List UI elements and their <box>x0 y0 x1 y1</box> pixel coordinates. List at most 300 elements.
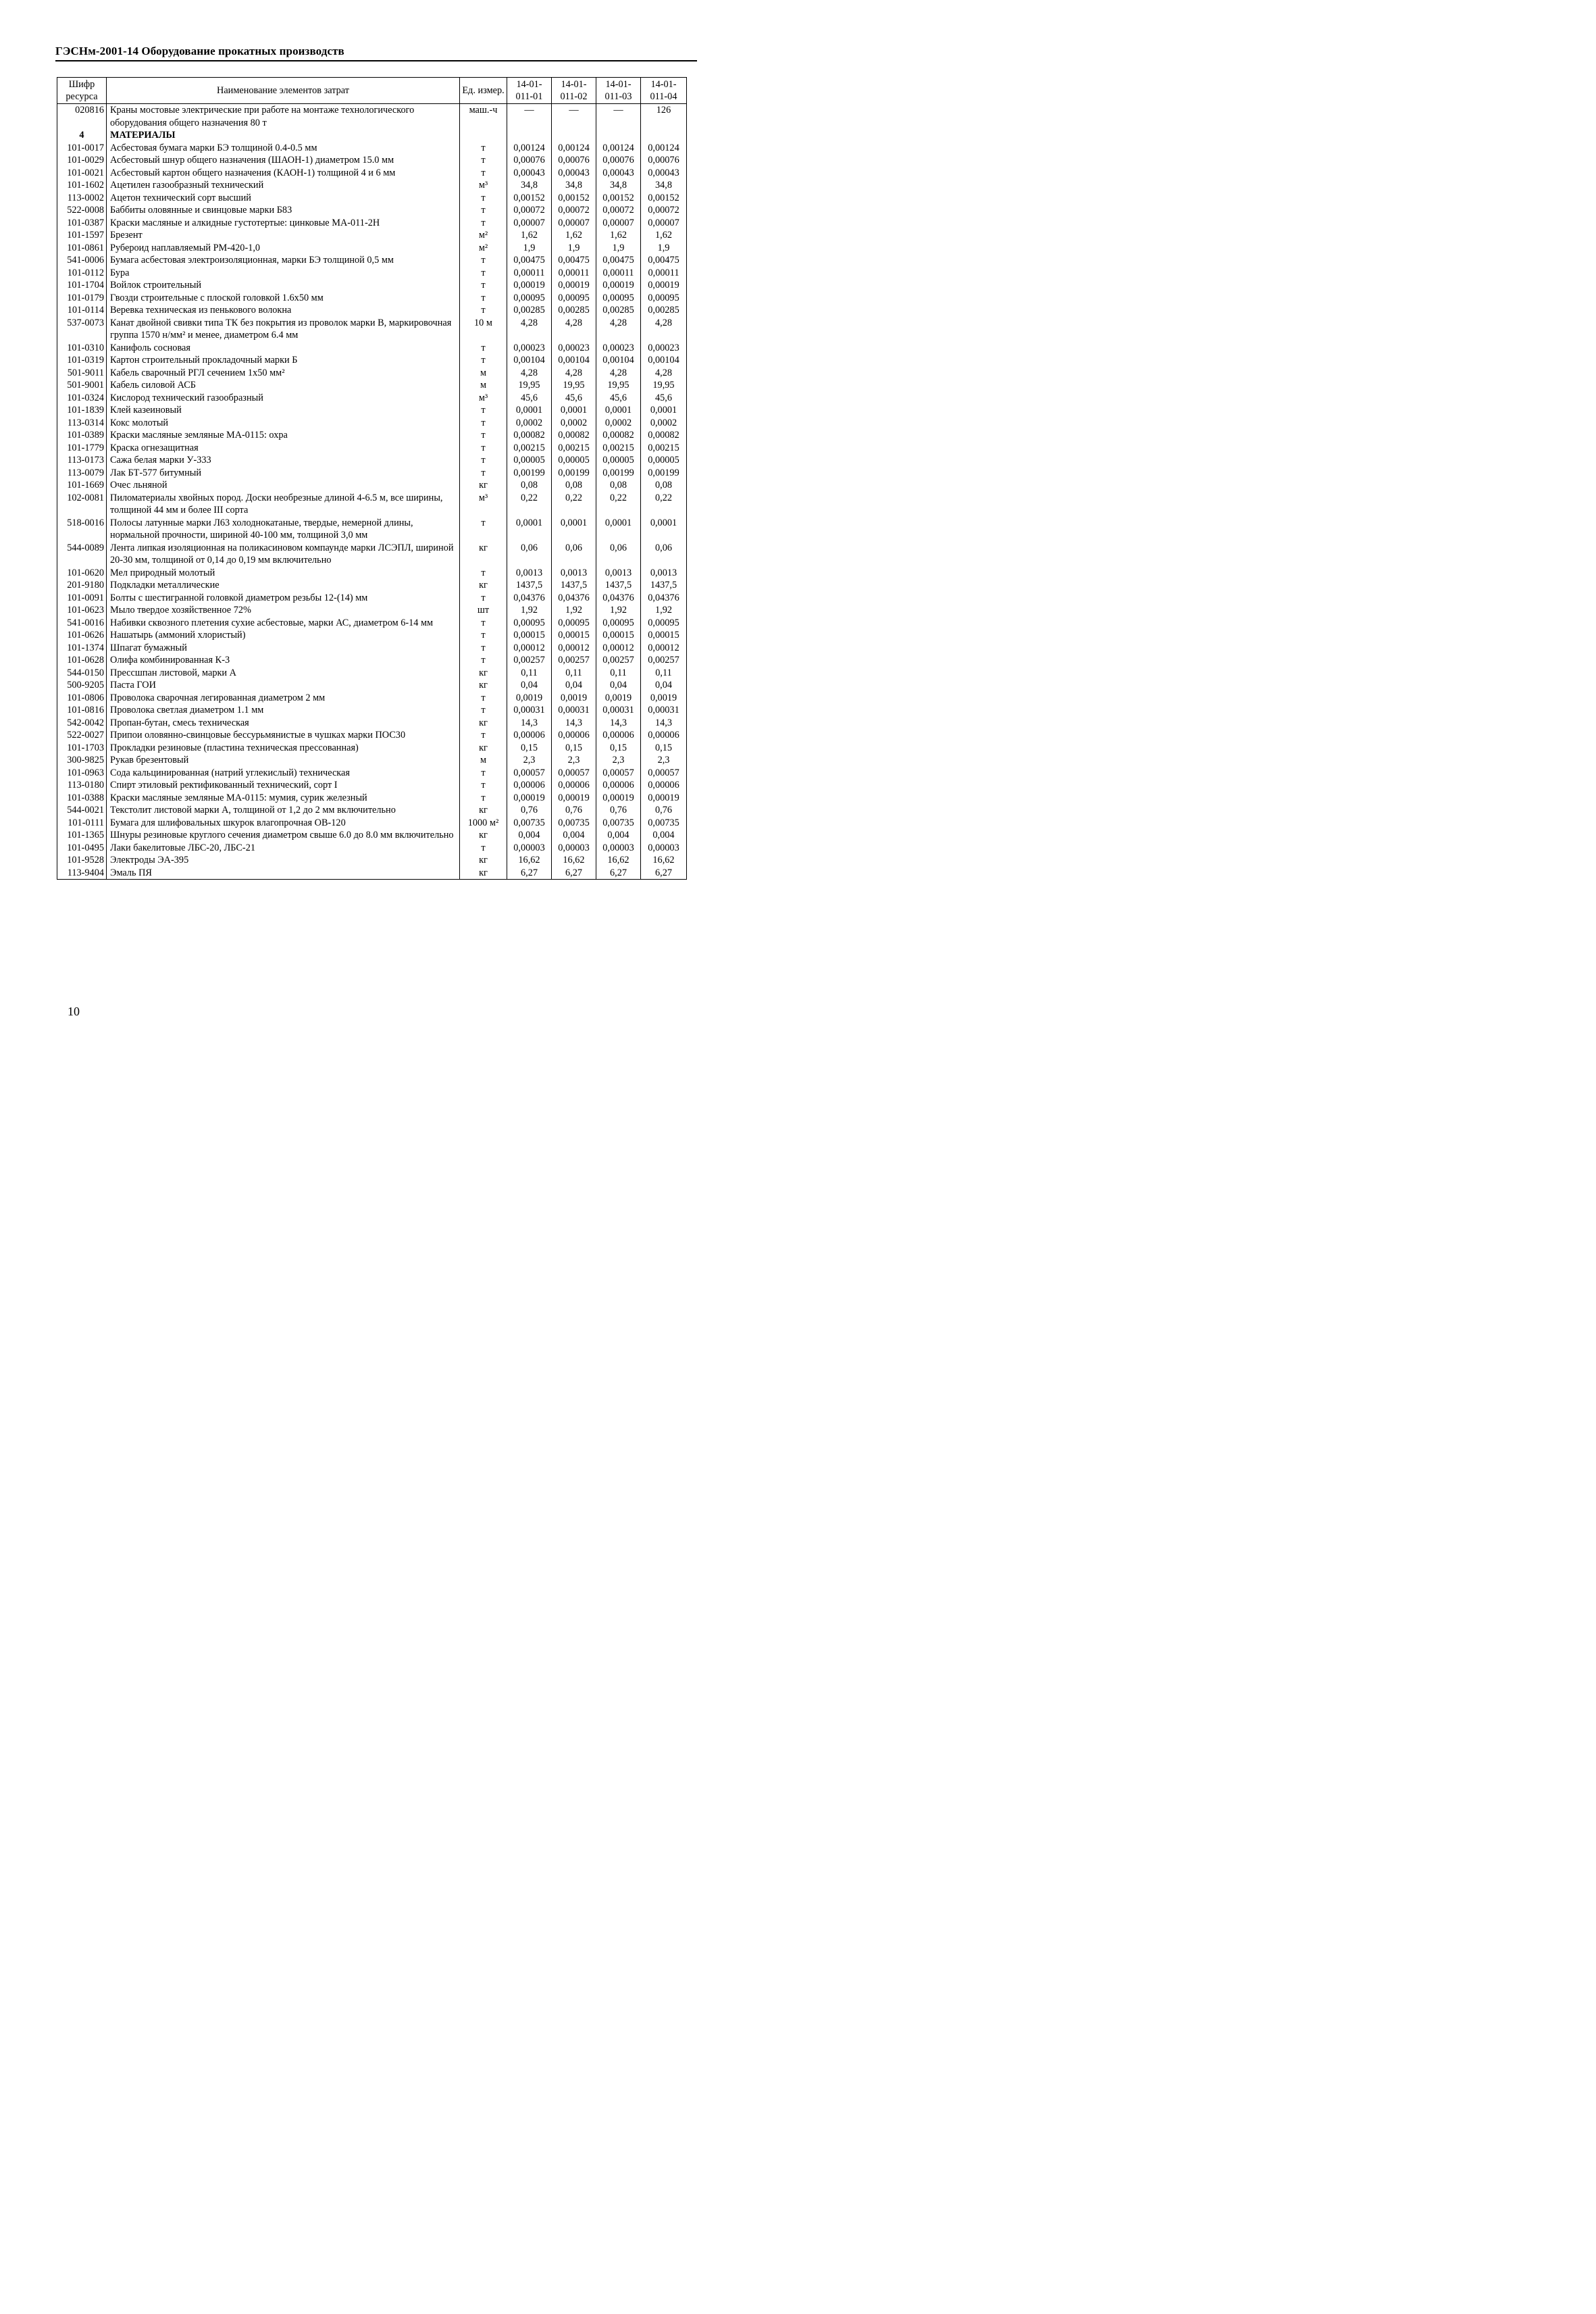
row-name: Текстолит листовой марки А, толщиной от 1,2 до 2 мм включительно <box>107 804 460 817</box>
row-unit: маш.-ч <box>460 104 507 130</box>
row-value-14-01-011-01: 0,76 <box>507 804 552 817</box>
row-value-14-01-011-04: 16,62 <box>641 854 687 867</box>
row-value-14-01-011-02: 0,00005 <box>552 454 596 467</box>
row-unit: 10 м <box>460 317 507 342</box>
row-value-14-01-011-04: 0,00015 <box>641 629 687 642</box>
row-name: Канат двойной свивки типа ТК без покрытия из проволок марки В, маркировочная группа 1570 н/мм² и менее, диаметром 6.4 мм <box>107 317 460 342</box>
table-row <box>57 579 687 592</box>
row-name: Краны мостовые электрические при работе на монтаже технологического оборудования общего назначения 80 т <box>107 104 460 130</box>
row-unit: шт <box>460 604 507 617</box>
row-value-14-01-011-02: 0,0001 <box>552 517 596 542</box>
table-row <box>57 717 687 730</box>
row-value-14-01-011-03: 0,06 <box>596 542 641 567</box>
row-code: 101-0017 <box>57 142 107 155</box>
row-name: Веревка техническая из пенькового волокна <box>107 304 460 317</box>
row-value-14-01-011-03: 1437,5 <box>596 579 641 592</box>
row-code: 101-1365 <box>57 829 107 842</box>
col-header-14-01-011-01: 14-01-011-01 <box>507 78 552 104</box>
row-value-14-01-011-04 <box>641 129 687 142</box>
row-code: 500-9205 <box>57 679 107 692</box>
row-code: 101-1374 <box>57 642 107 655</box>
row-value-14-01-011-03: 0,00104 <box>596 354 641 367</box>
row-code: 522-0027 <box>57 729 107 742</box>
row-value-14-01-011-02: 0,0002 <box>552 417 596 430</box>
row-unit: т <box>460 592 507 605</box>
table-row <box>57 667 687 680</box>
row-value-14-01-011-03: 34,8 <box>596 179 641 192</box>
row-value-14-01-011-02: 0,15 <box>552 742 596 755</box>
row-name: Бумага асбестовая электроизоляционная, марки БЭ толщиной 0,5 мм <box>107 254 460 267</box>
table-header-row <box>57 78 687 104</box>
row-name: Баббиты оловянные и свинцовые марки Б83 <box>107 204 460 217</box>
row-name: Прокладки резиновые (пластина техническая прессованная) <box>107 742 460 755</box>
row-value-14-01-011-02: 0,00023 <box>552 342 596 355</box>
row-code: 101-0029 <box>57 154 107 167</box>
row-value-14-01-011-04: 0,00019 <box>641 279 687 292</box>
table-row <box>57 192 687 205</box>
row-unit: т <box>460 692 507 705</box>
row-name: Сажа белая марки У-333 <box>107 454 460 467</box>
row-name: Брезент <box>107 229 460 242</box>
row-value-14-01-011-03: 0,0001 <box>596 517 641 542</box>
row-unit: т <box>460 467 507 480</box>
row-value-14-01-011-01: 0,00285 <box>507 304 552 317</box>
row-value-14-01-011-03: 0,0002 <box>596 417 641 430</box>
row-unit: т <box>460 704 507 717</box>
row-value-14-01-011-04: 0,11 <box>641 667 687 680</box>
table-row <box>57 342 687 355</box>
row-value-14-01-011-04: 0,00095 <box>641 617 687 630</box>
row-value-14-01-011-04: 1,9 <box>641 242 687 255</box>
row-value-14-01-011-01: 0,08 <box>507 479 552 492</box>
row-value-14-01-011-01: 0,00095 <box>507 292 552 305</box>
row-value-14-01-011-03: 0,00095 <box>596 292 641 305</box>
row-value-14-01-011-01: 0,04 <box>507 679 552 692</box>
row-code: 544-0089 <box>57 542 107 567</box>
row-name: Мел природный молотый <box>107 567 460 580</box>
row-name: Краски масляные земляные МА-0115: мумия, сурик железный <box>107 792 460 805</box>
row-value-14-01-011-03: 0,004 <box>596 829 641 842</box>
row-value-14-01-011-02: 0,00019 <box>552 279 596 292</box>
row-value-14-01-011-01: 1,92 <box>507 604 552 617</box>
table-row <box>57 467 687 480</box>
row-value-14-01-011-04: 0,00019 <box>641 792 687 805</box>
row-value-14-01-011-02: 0,00003 <box>552 842 596 855</box>
row-value-14-01-011-03: 0,00019 <box>596 279 641 292</box>
row-value-14-01-011-01: 0,00006 <box>507 779 552 792</box>
row-value-14-01-011-04: 0,00006 <box>641 779 687 792</box>
table-row <box>57 142 687 155</box>
row-name: Бура <box>107 267 460 280</box>
row-value-14-01-011-01: 14,3 <box>507 717 552 730</box>
row-unit: кг <box>460 479 507 492</box>
row-value-14-01-011-02: 0,00015 <box>552 629 596 642</box>
row-unit: м³ <box>460 492 507 517</box>
table-row <box>57 867 687 880</box>
row-code: 101-1839 <box>57 404 107 417</box>
row-unit: кг <box>460 742 507 755</box>
row-value-14-01-011-01: 0,00043 <box>507 167 552 180</box>
row-value-14-01-011-04: 14,3 <box>641 717 687 730</box>
row-name: Шнуры резиновые круглого сечения диаметром свыше 6.0 до 8.0 мм включительно <box>107 829 460 842</box>
row-name: Клей казеиновый <box>107 404 460 417</box>
row-value-14-01-011-01: 0,00003 <box>507 842 552 855</box>
row-name: Электроды ЭА-395 <box>107 854 460 867</box>
table-row <box>57 304 687 317</box>
row-code: 101-0861 <box>57 242 107 255</box>
col-header-14-01-011-04: 14-01-011-04 <box>641 78 687 104</box>
page-number: 10 <box>68 1005 80 1018</box>
row-value-14-01-011-03: 0,00031 <box>596 704 641 717</box>
table-row <box>57 692 687 705</box>
row-value-14-01-011-04: 0,00076 <box>641 154 687 167</box>
row-value-14-01-011-01: 0,00082 <box>507 429 552 442</box>
row-value-14-01-011-04: 0,004 <box>641 829 687 842</box>
row-name: Пропан-бутан, смесь техническая <box>107 717 460 730</box>
row-value-14-01-011-02: 0,06 <box>552 542 596 567</box>
row-value-14-01-011-04: 0,00072 <box>641 204 687 217</box>
row-unit: кг <box>460 804 507 817</box>
row-code: 544-0150 <box>57 667 107 680</box>
row-value-14-01-011-02: 0,00285 <box>552 304 596 317</box>
row-unit: кг <box>460 667 507 680</box>
row-code: 101-0620 <box>57 567 107 580</box>
row-value-14-01-011-01: 0,00735 <box>507 817 552 830</box>
row-name: Болты с шестигранной головкой диаметром резьбы 12-(14) мм <box>107 592 460 605</box>
row-code: 201-9180 <box>57 579 107 592</box>
row-value-14-01-011-04: 0,0002 <box>641 417 687 430</box>
row-unit: кг <box>460 717 507 730</box>
row-value-14-01-011-04: 0,00735 <box>641 817 687 830</box>
row-name: Полосы латунные марки Л63 холоднокатаные, твердые, немерной длины, нормальной прочности, шириной 40-100 мм, толщиной 3,0 мм <box>107 517 460 542</box>
row-code: 101-0495 <box>57 842 107 855</box>
row-value-14-01-011-02: 0,00735 <box>552 817 596 830</box>
row-value-14-01-011-03: 0,00015 <box>596 629 641 642</box>
table-row <box>57 792 687 805</box>
row-value-14-01-011-04: 0,00011 <box>641 267 687 280</box>
row-value-14-01-011-01: 19,95 <box>507 379 552 392</box>
row-value-14-01-011-02: 0,00076 <box>552 154 596 167</box>
row-unit: т <box>460 767 507 780</box>
row-name: Шпагат бумажный <box>107 642 460 655</box>
row-code: 101-0623 <box>57 604 107 617</box>
row-value-14-01-011-03: 0,00007 <box>596 217 641 230</box>
row-value-14-01-011-01: 16,62 <box>507 854 552 867</box>
row-code: 501-9011 <box>57 367 107 380</box>
row-value-14-01-011-02: 1437,5 <box>552 579 596 592</box>
row-value-14-01-011-02: 0,00012 <box>552 642 596 655</box>
row-name: Нашатырь (аммоний хлористый) <box>107 629 460 642</box>
table-row <box>57 267 687 280</box>
row-value-14-01-011-02: 0,00011 <box>552 267 596 280</box>
row-name: Краска огнезащитная <box>107 442 460 455</box>
row-value-14-01-011-04: 0,0013 <box>641 567 687 580</box>
row-code: 101-0628 <box>57 654 107 667</box>
row-unit: т <box>460 192 507 205</box>
row-unit: т <box>460 429 507 442</box>
row-code: 101-0310 <box>57 342 107 355</box>
row-value-14-01-011-02: 0,00152 <box>552 192 596 205</box>
row-unit: т <box>460 342 507 355</box>
row-value-14-01-011-01: 0,0001 <box>507 404 552 417</box>
row-unit: т <box>460 567 507 580</box>
row-unit: м² <box>460 229 507 242</box>
row-value-14-01-011-01: — <box>507 104 552 130</box>
row-value-14-01-011-02: 0,00006 <box>552 779 596 792</box>
row-value-14-01-011-04: 0,00152 <box>641 192 687 205</box>
row-value-14-01-011-04: 4,28 <box>641 367 687 380</box>
row-value-14-01-011-02: 6,27 <box>552 867 596 880</box>
row-value-14-01-011-01: 2,3 <box>507 754 552 767</box>
table-row <box>57 517 687 542</box>
row-value-14-01-011-02: 0,04376 <box>552 592 596 605</box>
row-value-14-01-011-03: 0,00285 <box>596 304 641 317</box>
row-unit: м <box>460 379 507 392</box>
row-value-14-01-011-04: 0,04376 <box>641 592 687 605</box>
table-row <box>57 729 687 742</box>
row-code: 101-0021 <box>57 167 107 180</box>
row-value-14-01-011-02: 0,004 <box>552 829 596 842</box>
row-name: Кокс молотый <box>107 417 460 430</box>
row-name: Подкладки металлические <box>107 579 460 592</box>
row-name: Бумага для шлифовальных шкурок влагопрочная ОВ-120 <box>107 817 460 830</box>
row-value-14-01-011-02: 0,00095 <box>552 292 596 305</box>
row-value-14-01-011-02: 0,00072 <box>552 204 596 217</box>
row-value-14-01-011-03: 1,62 <box>596 229 641 242</box>
row-value-14-01-011-03: 0,76 <box>596 804 641 817</box>
row-name: Лаки бакелитовые ЛБС-20, ЛБС-21 <box>107 842 460 855</box>
row-value-14-01-011-03: 4,28 <box>596 367 641 380</box>
row-value-14-01-011-03: 0,00011 <box>596 267 641 280</box>
row-value-14-01-011-04: 0,00285 <box>641 304 687 317</box>
row-unit: кг <box>460 579 507 592</box>
table-row <box>57 167 687 180</box>
table-row <box>57 404 687 417</box>
row-value-14-01-011-01: 0,00124 <box>507 142 552 155</box>
row-code: 113-0002 <box>57 192 107 205</box>
resource-table-container <box>57 77 686 880</box>
row-value-14-01-011-04: 126 <box>641 104 687 130</box>
row-value-14-01-011-02: 0,08 <box>552 479 596 492</box>
row-code: 113-0180 <box>57 779 107 792</box>
row-value-14-01-011-02: 0,00007 <box>552 217 596 230</box>
row-value-14-01-011-02: 0,0013 <box>552 567 596 580</box>
row-name: Эмаль ПЯ <box>107 867 460 880</box>
row-value-14-01-011-02: 0,00082 <box>552 429 596 442</box>
row-value-14-01-011-01: 0,00006 <box>507 729 552 742</box>
row-unit: т <box>460 354 507 367</box>
row-value-14-01-011-02: 1,62 <box>552 229 596 242</box>
row-value-14-01-011-03: 0,00023 <box>596 342 641 355</box>
row-value-14-01-011-02 <box>552 129 596 142</box>
row-name: Асбестовый шнур общего назначения (ШАОН-1) диаметром 15.0 мм <box>107 154 460 167</box>
row-value-14-01-011-02: 0,76 <box>552 804 596 817</box>
row-code: 101-1704 <box>57 279 107 292</box>
row-code: 101-1602 <box>57 179 107 192</box>
row-value-14-01-011-01: 0,00199 <box>507 467 552 480</box>
row-name: МАТЕРИАЛЫ <box>107 129 460 142</box>
row-name: Паста ГОИ <box>107 679 460 692</box>
row-value-14-01-011-02: 34,8 <box>552 179 596 192</box>
page-title: ГЭСНм-2001-14 Оборудование прокатных производств <box>55 45 344 57</box>
row-value-14-01-011-02: 0,00019 <box>552 792 596 805</box>
row-value-14-01-011-03: 0,00215 <box>596 442 641 455</box>
row-value-14-01-011-02: 1,92 <box>552 604 596 617</box>
row-unit: кг <box>460 679 507 692</box>
resource-table <box>57 77 687 880</box>
row-value-14-01-011-01: 1437,5 <box>507 579 552 592</box>
row-value-14-01-011-03: 0,00043 <box>596 167 641 180</box>
row-value-14-01-011-02: 0,04 <box>552 679 596 692</box>
row-value-14-01-011-01: 0,06 <box>507 542 552 567</box>
row-value-14-01-011-01: 0,00257 <box>507 654 552 667</box>
row-value-14-01-011-04: 19,95 <box>641 379 687 392</box>
row-code: 501-9001 <box>57 379 107 392</box>
row-value-14-01-011-04: 1,62 <box>641 229 687 242</box>
row-value-14-01-011-01: 0,00005 <box>507 454 552 467</box>
row-unit: т <box>460 642 507 655</box>
row-value-14-01-011-03: 0,22 <box>596 492 641 517</box>
row-name: Очес льняной <box>107 479 460 492</box>
row-value-14-01-011-02: 0,00031 <box>552 704 596 717</box>
row-unit: кг <box>460 854 507 867</box>
row-name: Ацетон технический сорт высший <box>107 192 460 205</box>
row-value-14-01-011-04: 0,22 <box>641 492 687 517</box>
row-value-14-01-011-04: 0,00475 <box>641 254 687 267</box>
row-value-14-01-011-01: 0,00152 <box>507 192 552 205</box>
row-unit: м <box>460 754 507 767</box>
row-unit: т <box>460 404 507 417</box>
row-code: 101-0112 <box>57 267 107 280</box>
row-value-14-01-011-01: 0,00019 <box>507 279 552 292</box>
row-value-14-01-011-02: 2,3 <box>552 754 596 767</box>
row-value-14-01-011-03: 0,00072 <box>596 204 641 217</box>
row-value-14-01-011-03: 6,27 <box>596 867 641 880</box>
row-unit: м <box>460 367 507 380</box>
row-value-14-01-011-02: 45,6 <box>552 392 596 405</box>
row-value-14-01-011-02: 0,00199 <box>552 467 596 480</box>
row-value-14-01-011-01: 0,00215 <box>507 442 552 455</box>
row-value-14-01-011-02: 0,00104 <box>552 354 596 367</box>
row-value-14-01-011-02: 0,00257 <box>552 654 596 667</box>
table-row <box>57 767 687 780</box>
row-unit: т <box>460 442 507 455</box>
table-row <box>57 829 687 842</box>
row-code: 101-0389 <box>57 429 107 442</box>
row-name: Проволока сварочная легированная диаметром 2 мм <box>107 692 460 705</box>
row-value-14-01-011-03: 14,3 <box>596 717 641 730</box>
table-row <box>57 592 687 605</box>
row-code: 544-0021 <box>57 804 107 817</box>
table-row <box>57 492 687 517</box>
row-value-14-01-011-01: 0,00012 <box>507 642 552 655</box>
row-value-14-01-011-01: 0,0002 <box>507 417 552 430</box>
row-value-14-01-011-01: 0,00011 <box>507 267 552 280</box>
row-code: 101-0626 <box>57 629 107 642</box>
col-header-14-01-011-02: 14-01-011-02 <box>552 78 596 104</box>
table-row <box>57 842 687 855</box>
row-value-14-01-011-04: 0,76 <box>641 804 687 817</box>
row-value-14-01-011-04: 0,00082 <box>641 429 687 442</box>
title-rule <box>55 60 697 61</box>
row-value-14-01-011-03: 19,95 <box>596 379 641 392</box>
row-value-14-01-011-03: 0,00735 <box>596 817 641 830</box>
table-row <box>57 104 687 130</box>
row-value-14-01-011-01: 0,00007 <box>507 217 552 230</box>
table-row <box>57 229 687 242</box>
row-name: Кабель силовой АСБ <box>107 379 460 392</box>
table-row <box>57 704 687 717</box>
row-value-14-01-011-04: 0,0019 <box>641 692 687 705</box>
table-row <box>57 429 687 442</box>
row-unit: кг <box>460 867 507 880</box>
row-name: Сода кальцинированная (натрий углекислый) техническая <box>107 767 460 780</box>
section-row <box>57 129 687 142</box>
row-name: Лента липкая изоляционная на поликасиновом компаунде марки ЛСЭПЛ, шириной 20-30 мм, толщиной от 0,14 до 0,19 мм включительно <box>107 542 460 567</box>
row-name: Картон строительный прокладочный марки Б <box>107 354 460 367</box>
row-unit: м³ <box>460 392 507 405</box>
row-name: Асбестовый картон общего назначения (КАОН-1) толщиной 4 и 6 мм <box>107 167 460 180</box>
row-name: Асбестовая бумага марки БЭ толщиной 0.4-0.5 мм <box>107 142 460 155</box>
row-name: Рубероид наплавляемый РМ-420-1,0 <box>107 242 460 255</box>
table-row <box>57 567 687 580</box>
row-value-14-01-011-01: 0,00076 <box>507 154 552 167</box>
row-unit: т <box>460 417 507 430</box>
row-code: 101-0387 <box>57 217 107 230</box>
row-unit: т <box>460 454 507 467</box>
table-row <box>57 217 687 230</box>
table-row <box>57 367 687 380</box>
row-value-14-01-011-02: 4,28 <box>552 367 596 380</box>
row-code: 522-0008 <box>57 204 107 217</box>
row-value-14-01-011-03: 0,08 <box>596 479 641 492</box>
row-value-14-01-011-03: 16,62 <box>596 854 641 867</box>
row-value-14-01-011-03 <box>596 129 641 142</box>
table-row <box>57 817 687 830</box>
row-value-14-01-011-04: 0,00257 <box>641 654 687 667</box>
row-value-14-01-011-02: 0,0001 <box>552 404 596 417</box>
row-value-14-01-011-01: 0,0019 <box>507 692 552 705</box>
row-code: 101-0388 <box>57 792 107 805</box>
row-unit: т <box>460 154 507 167</box>
row-unit: т <box>460 254 507 267</box>
row-value-14-01-011-04: 0,00031 <box>641 704 687 717</box>
row-value-14-01-011-01: 6,27 <box>507 867 552 880</box>
col-header-14-01-011-03: 14-01-011-03 <box>596 78 641 104</box>
row-value-14-01-011-03: 0,0019 <box>596 692 641 705</box>
row-code: 101-0179 <box>57 292 107 305</box>
row-value-14-01-011-03: 0,00006 <box>596 729 641 742</box>
row-name: Олифа комбинированная К-3 <box>107 654 460 667</box>
row-name: Ацетилен газообразный технический <box>107 179 460 192</box>
table-row <box>57 379 687 392</box>
row-value-14-01-011-04: 6,27 <box>641 867 687 880</box>
row-name: Лак БТ-577 битумный <box>107 467 460 480</box>
row-value-14-01-011-03: 0,00003 <box>596 842 641 855</box>
row-value-14-01-011-02: 14,3 <box>552 717 596 730</box>
table-row <box>57 629 687 642</box>
col-header-code: Шифр ресурса <box>57 78 107 104</box>
row-value-14-01-011-01: 0,004 <box>507 829 552 842</box>
row-code: 518-0016 <box>57 517 107 542</box>
row-value-14-01-011-01: 45,6 <box>507 392 552 405</box>
row-value-14-01-011-01: 0,15 <box>507 742 552 755</box>
row-code: 020816 <box>57 104 107 130</box>
row-value-14-01-011-02: 0,00095 <box>552 617 596 630</box>
row-unit: т <box>460 292 507 305</box>
row-value-14-01-011-01: 0,0001 <box>507 517 552 542</box>
row-value-14-01-011-03: 0,00095 <box>596 617 641 630</box>
